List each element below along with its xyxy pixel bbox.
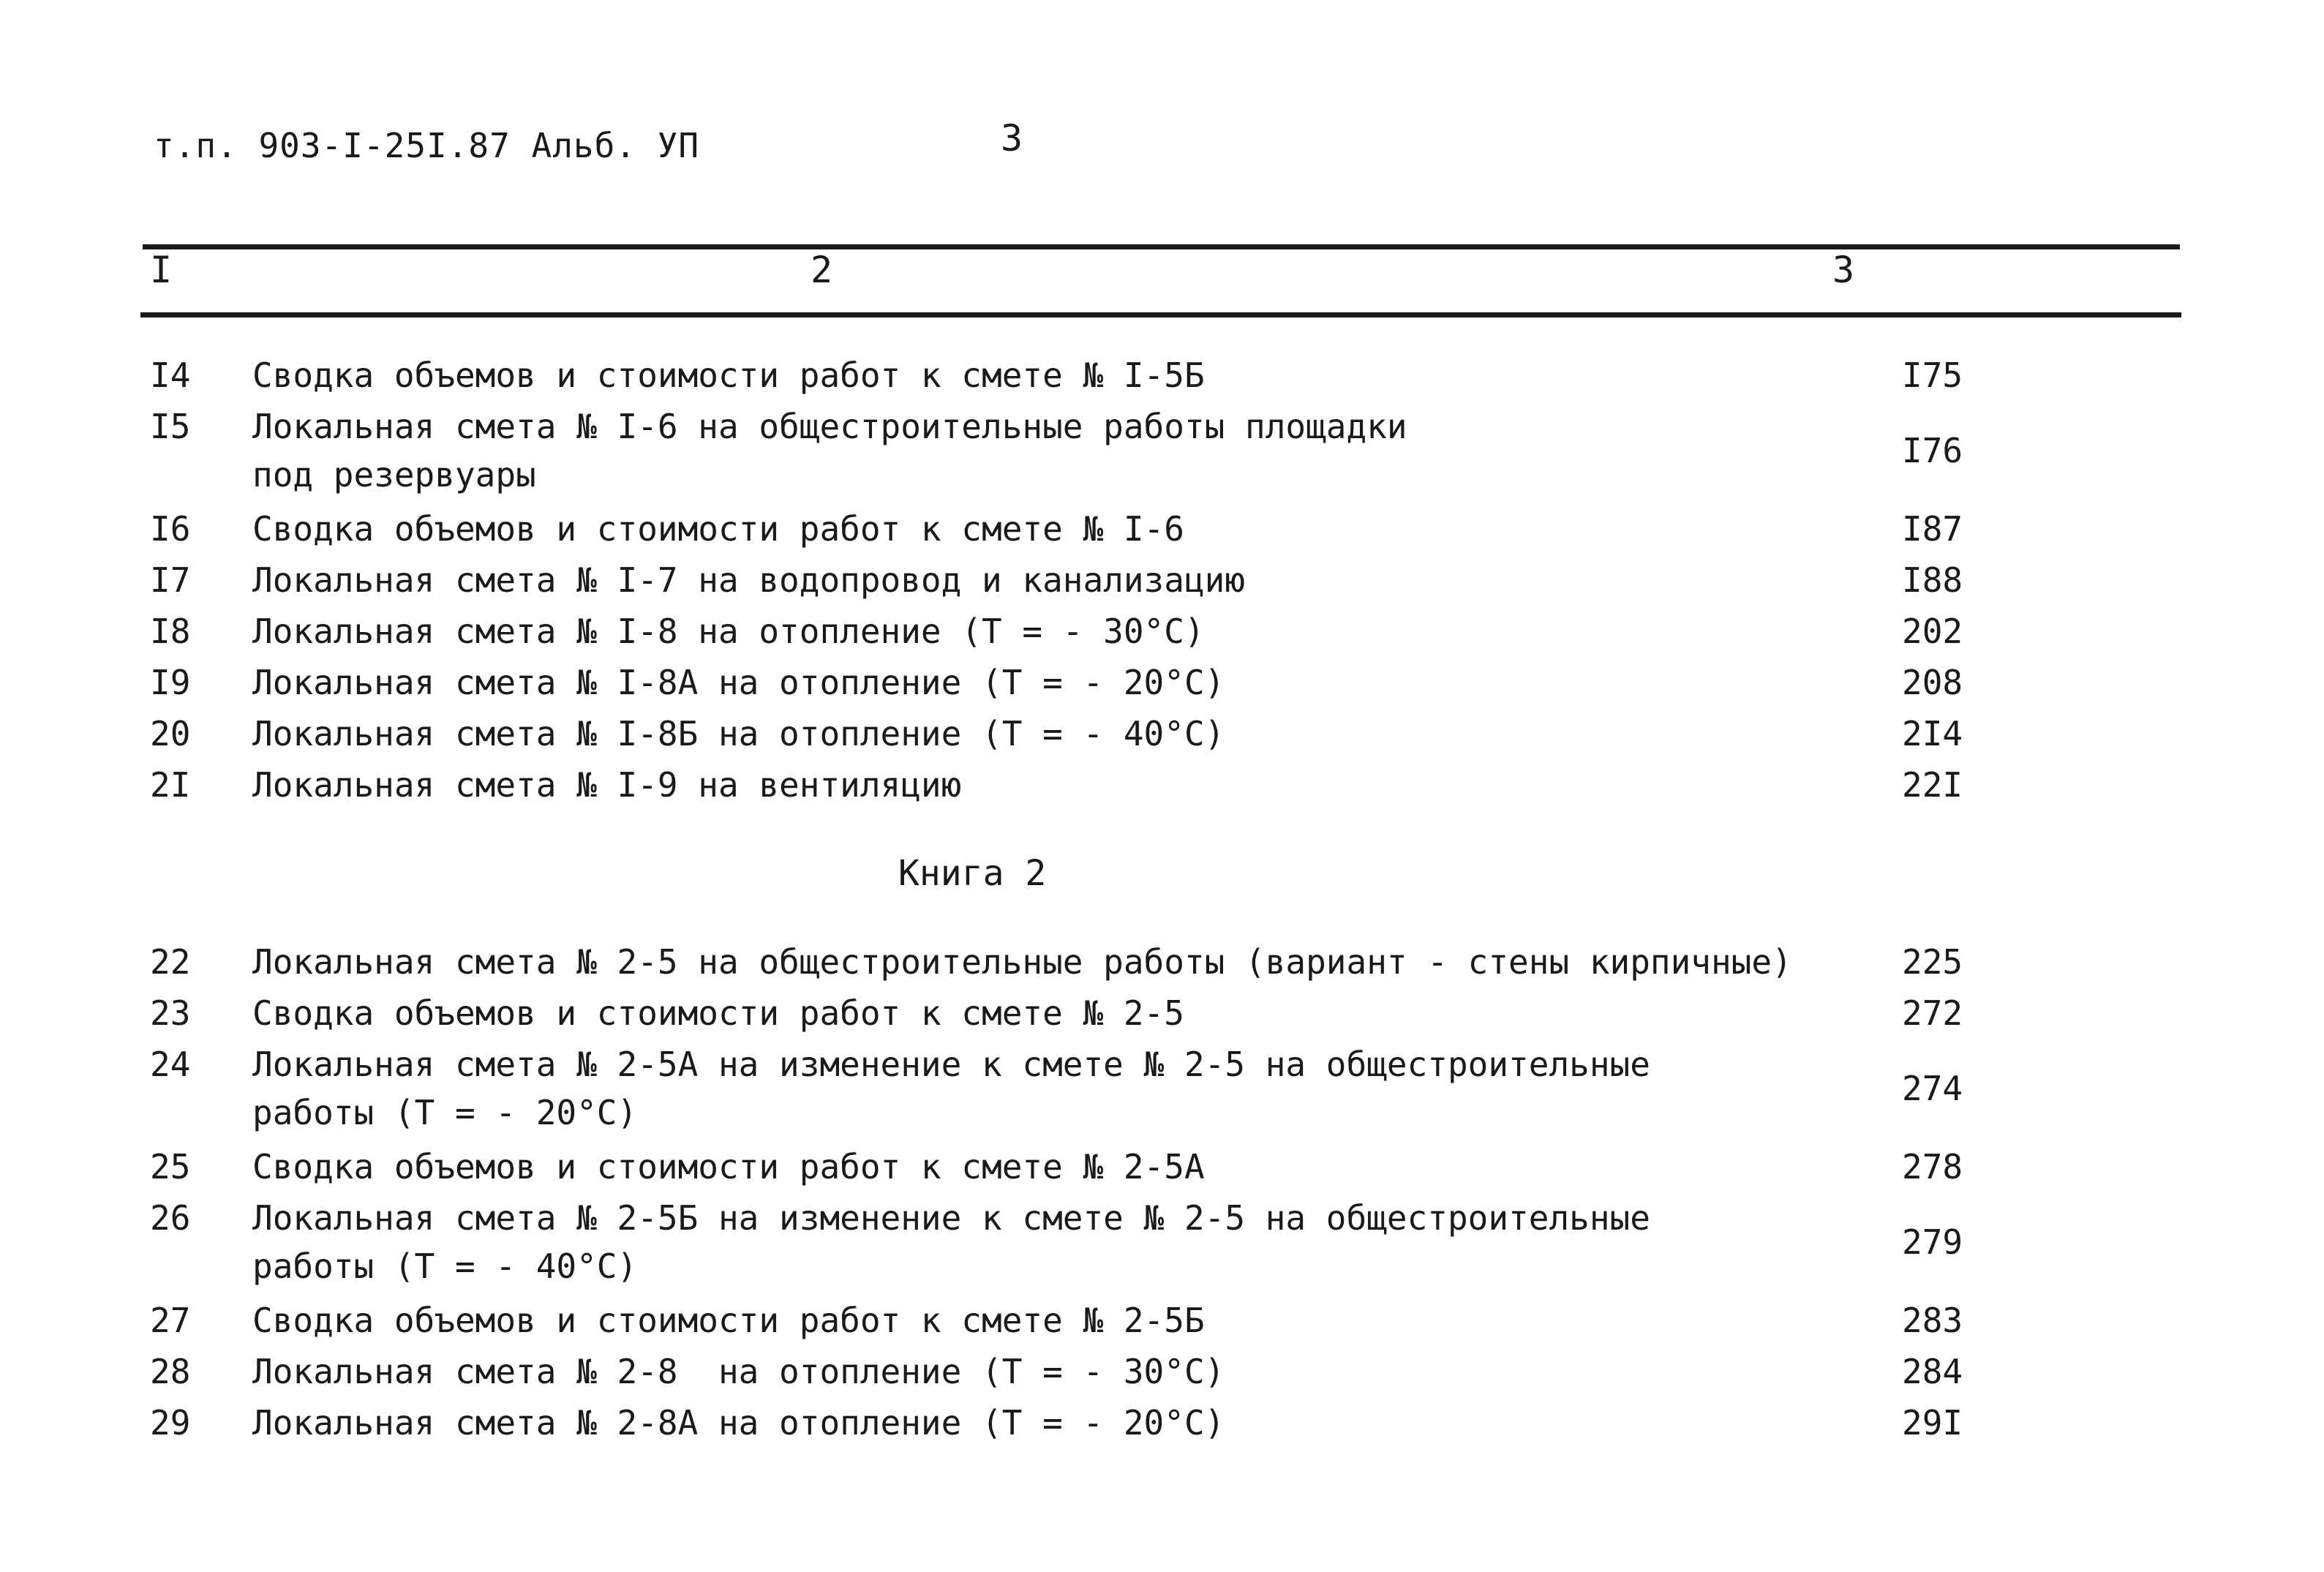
row-page: 279 — [1902, 1222, 1963, 1262]
row-title: Локальная смета № I-9 на вентиляцию — [252, 765, 962, 805]
row-title: Сводка объемов и стоимости работ к смете № 2-5А — [252, 1147, 1205, 1186]
row-title: Локальная смета № I-7 на водопровод и канализацию — [252, 560, 1246, 600]
row-title: Локальная смета № 2-5А на изменение к смете № 2-5 на общестроительные работы (Т = - 20°С) — [252, 1045, 1650, 1132]
row-number: 23 — [150, 993, 191, 1033]
row-title: Локальная смета № I-8А на отопление (Т = - 20°С) — [252, 663, 1225, 702]
row-number: 26 — [150, 1198, 191, 1238]
row-page: 202 — [1902, 612, 1963, 651]
row-number: 24 — [150, 1045, 191, 1084]
row-title: Сводка объемов и стоимости работ к смете № I-6 — [252, 509, 1184, 549]
row-page: 278 — [1902, 1147, 1963, 1186]
page-number: 3 — [1001, 117, 1023, 159]
column-header-1: I — [150, 249, 173, 291]
row-number: I4 — [150, 356, 191, 395]
row-title: Локальная смета № 2-8 на отопление (Т = - 30°С) — [252, 1352, 1225, 1391]
row-number: 25 — [150, 1147, 191, 1186]
row-page: I76 — [1902, 431, 1963, 470]
row-page: 225 — [1902, 942, 1963, 982]
row-number: I8 — [150, 612, 191, 651]
column-header-3: 3 — [1832, 249, 1855, 291]
row-page: 284 — [1902, 1352, 1963, 1391]
row-title: Сводка объемов и стоимости работ к смете № 2-5 — [252, 993, 1184, 1033]
row-page: 29I — [1902, 1403, 1963, 1443]
row-title: Локальная смета № 2-5 на общестроительные работы (вариант - стены кирпичные) — [252, 942, 1792, 982]
row-page: I75 — [1902, 356, 1963, 395]
row-number: 20 — [150, 714, 191, 753]
section-heading-book-2: Книга 2 — [898, 853, 1047, 894]
row-title: Локальная смета № I-8 на отопление (Т = - 30°С) — [252, 612, 1205, 651]
row-number: 2I — [150, 765, 191, 805]
row-page: 283 — [1902, 1301, 1963, 1340]
row-title: Локальная смета № 2-5Б на изменение к смете № 2-5 на общестроительные работы (Т = - 40°С) — [252, 1198, 1650, 1286]
row-title: Локальная смета № 2-8А на отопление (Т = - 20°С) — [252, 1403, 1225, 1443]
row-title: Сводка объемов и стоимости работ к смете № I-5Б — [252, 356, 1205, 395]
row-page: I87 — [1902, 509, 1963, 549]
row-number: 22 — [150, 942, 191, 982]
row-title: Локальная смета № I-6 на общестроительные работы площадки под резервуары — [252, 407, 1407, 494]
row-page: 22I — [1902, 765, 1963, 805]
row-number: 27 — [150, 1301, 191, 1340]
table-top-rule — [143, 244, 2180, 249]
document-code: т.п. 903-I-25I.87 Альб. УП — [154, 126, 700, 165]
row-page: 208 — [1902, 663, 1963, 702]
row-page: 2I4 — [1902, 714, 1963, 753]
column-header-2: 2 — [811, 249, 833, 291]
row-number: I5 — [150, 407, 191, 446]
row-number: I6 — [150, 509, 191, 549]
row-title: Локальная смета № I-8Б на отопление (Т = - 40°С) — [252, 714, 1225, 753]
table-header-rule — [140, 312, 2181, 317]
row-title: Сводка объемов и стоимости работ к смете № 2-5Б — [252, 1301, 1205, 1340]
row-number: I7 — [150, 560, 191, 600]
row-page: I88 — [1902, 560, 1963, 600]
row-number: 28 — [150, 1352, 191, 1391]
row-number: 29 — [150, 1403, 191, 1443]
row-page: 272 — [1902, 993, 1963, 1033]
row-page: 274 — [1902, 1069, 1963, 1108]
row-number: I9 — [150, 663, 191, 702]
